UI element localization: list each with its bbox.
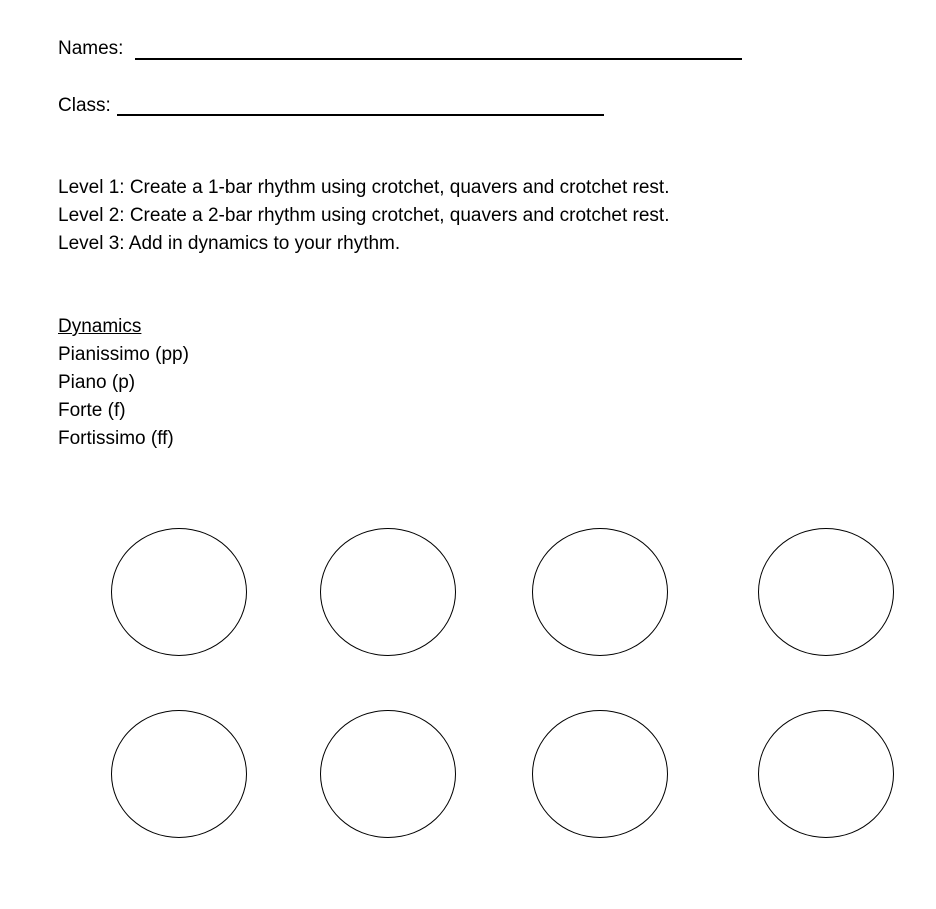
class-input-line[interactable] <box>117 114 604 116</box>
dynamics-item-fortissimo: Fortissimo (ff) <box>58 428 174 449</box>
dynamics-item-piano: Piano (p) <box>58 372 136 393</box>
rhythm-circle-6 <box>320 710 456 838</box>
dynamics-item-pianissimo: Pianissimo (pp) <box>58 344 189 365</box>
rhythm-circle-4 <box>758 528 894 656</box>
instruction-level-1: Level 1: Create a 1-bar rhythm using crotchet, quavers and crotchet rest. <box>58 177 670 198</box>
dynamics-heading: Dynamics <box>58 316 142 337</box>
names-input-line[interactable] <box>135 58 742 60</box>
class-label: Class: <box>58 95 111 116</box>
rhythm-circle-3 <box>532 528 668 656</box>
rhythm-circle-2 <box>320 528 456 656</box>
rhythm-circle-8 <box>758 710 894 838</box>
dynamics-list <box>58 313 189 453</box>
instruction-level-2: Level 2: Create a 2-bar rhythm using crotchet, quavers and crotchet rest. <box>58 205 670 226</box>
instruction-level-3: Level 3: Add in dynamics to your rhythm. <box>58 233 401 254</box>
rhythm-circle-7 <box>532 710 668 838</box>
instructions-block <box>58 174 669 258</box>
rhythm-circle-5 <box>111 710 247 838</box>
dynamics-item-forte: Forte (f) <box>58 400 126 421</box>
rhythm-circle-1 <box>111 528 247 656</box>
names-label: Names: <box>58 38 124 59</box>
